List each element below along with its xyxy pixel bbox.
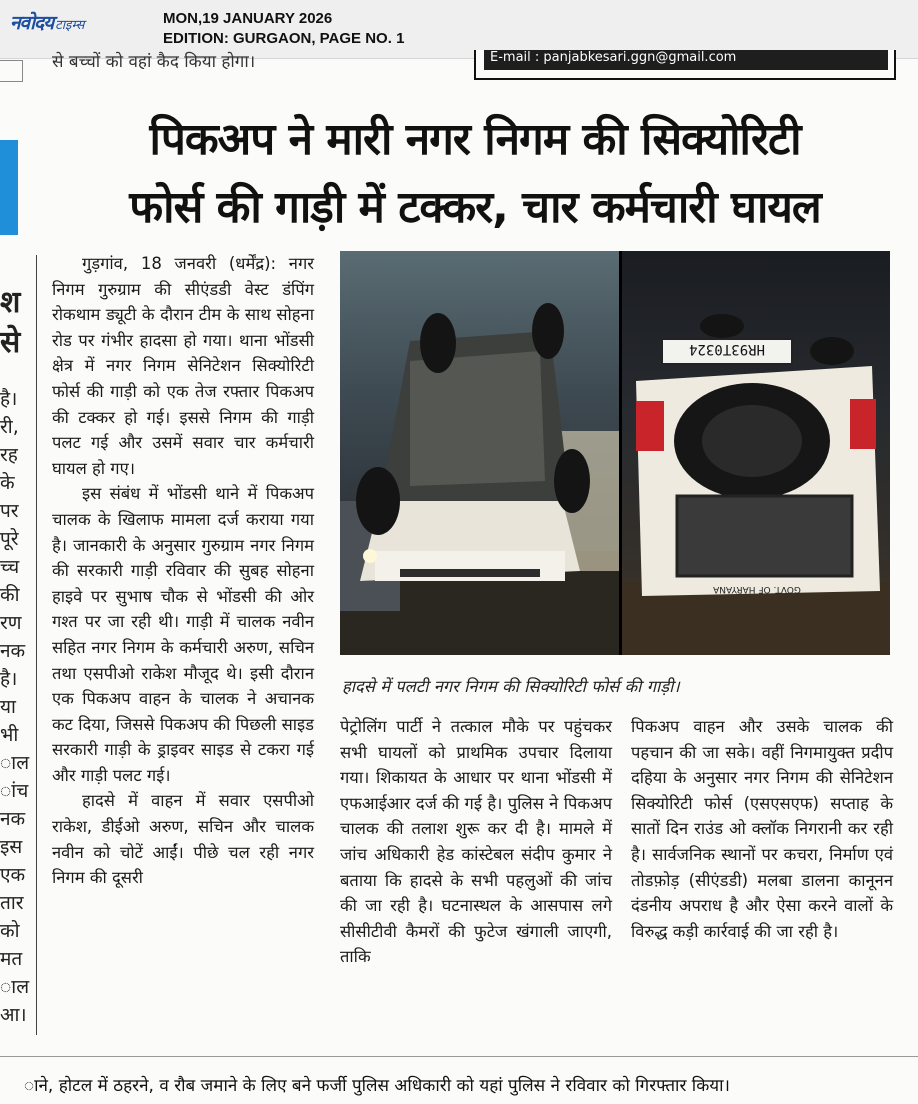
adjacent-heading-line: से: [0, 325, 21, 360]
adjacent-text-line: रह: [0, 444, 18, 466]
adjacent-text-line: एक: [0, 864, 26, 886]
edition-info: [163, 9, 404, 49]
article-paragraph: हादसे में वाहन में सवार एसपीओ राकेश, डीईओ अरुण, सचिन और चालक नवीन को चोटें आईं। पीछे चल रही नगर निगम की दूसरी: [52, 791, 314, 888]
accident-photo[interactable]: [340, 251, 890, 655]
adjacent-text-line: नक: [0, 808, 26, 830]
adjacent-text-line: भी: [0, 724, 19, 746]
headline-line-2: फोर्स की गाड़ी में टक्कर, चार कर्मचारी घायल: [129, 182, 821, 233]
adjacent-text-line: की: [0, 584, 20, 606]
headline-line-1: पिकअप ने मारी नगर निगम की सिक्योरिटी: [149, 114, 801, 165]
article-paragraph: पेट्रोलिंग पार्टी ने तत्काल मौके पर पहुंचकर सभी घायलों को प्राथमिक उपचार दिलाया गया। शिकायत के आधार पर थाना भोंडसी में एफआईआर दर्ज की गई है। पुलिस ने पिकअप चालक की तलाश शुरू कर दी है। मामले में जांच अधिकारी हेड कांस्टेबल संदीप कुमार ने बताया कि हादसे के सभी पहलुओं की जांच की जा रही है। घटनास्थल के आसपास लगे सीसीटीवी कैमरों की फुटेज खंगाली जाएगी, ताकि: [340, 717, 612, 967]
adjacent-heading-line: श: [0, 285, 21, 320]
contact-email: E-mail : panjabkesari.ggn@gmail.com: [484, 50, 888, 70]
previous-article-cut-text: से बच्चों को वहां कैद किया होगा।: [52, 52, 256, 69]
page-section-divider: [0, 1056, 918, 1057]
adjacent-text-line: रण: [0, 612, 22, 634]
adjacent-text-line: आ।: [0, 1004, 27, 1026]
contact-box: [474, 50, 896, 80]
adjacent-text-line: ाल: [0, 752, 30, 774]
article-column-1: [52, 251, 314, 891]
adjacent-text-line: के: [0, 472, 15, 494]
article-paragraph: पिकअप वाहन और उसके चालक की पहचान की जा सके। वहीं निगमायुक्त प्रदीप दहिया के अनुसार नगर निगम की सेनिटेशन सिक्योरिटी फोर्स (एसएसएफ) सप्ताह के सातों दिन राउंड ओ क्लॉक निगरानी कर रही है। सार्वजनिक स्थानों पर कचरा, निर्माण एवं तोडफ़ोड़ (सीएंडडी) मलबा डालना कानूनन दंडनीय अपराध है और ऐसा करने वालों के विरुद्ध कड़ी कार्रवाई की जा रही है।: [631, 717, 893, 941]
newspaper-logo[interactable]: नवोदय टाइम्स: [10, 12, 85, 34]
article-column-3: [631, 714, 893, 944]
adjacent-text-line: है।: [0, 388, 18, 410]
photo-caption: हादसे में पलटी नगर निगम की सिक्योरिटी फोर्स की गाड़ी।: [342, 677, 680, 696]
adjacent-text-line: ाल: [0, 976, 30, 998]
overturned-vehicle-photo-left: [340, 251, 619, 655]
adjacent-text-line: नक: [0, 640, 26, 662]
article-paragraph: गुड़गांव, 18 जनवरी (धर्मेंद्र): नगर निगम गुरुग्राम की सीएंडडी वेस्ट डंपिंग रोकथाम ड्यूटी के दौरान टीम के साथ सोहना रोड पर गंभीर हादसा हो गया। थाना भोंडसी क्षेत्र में नगर निगम सेनिटेशन सिक्योरिटी फोर्स की गाड़ी को एक तेज रफ्तार पिकअप की टक्कर हो गई। इससे निगम की गाड़ी पलट गई और उसमें सवार चार कर्मचारी घायल हो गए।: [52, 254, 314, 478]
article-paragraph: इस संबंध में भोंडसी थाने में पिकअप चालक के खिलाफ मामला दर्ज कराया गया है। जानकारी के अनुसार गुरुग्राम नगर निगम की सरकारी गाड़ी रविवार की सुबह सोहना हाइवे पर सुभाष चौक से भोंडसी की ओर गश्त पर जा रही थी। गाड़ी में चालक नवीन सहित नगर निगम के कर्मचारी अरुण, सचिन तथा एसपीओ राकेश मौजूद थे। इसी दौरान एक पिकअप वाहन के चालक ने अचानक कट दिया, जिससे पिकअप की पिछली साइड सरकारी गाड़ी के ड्राइवर साइड से टकरा गई और गाड़ी पलट गई।: [52, 484, 314, 785]
adjacent-article-column: [0, 283, 32, 1029]
adjacent-text-line: री,: [0, 416, 19, 438]
adjacent-text-line: पर: [0, 500, 19, 522]
edition-date: MON,19 JANUARY 2026: [163, 10, 333, 27]
edition-page: EDITION: GURGAON, PAGE NO. 1: [163, 30, 405, 47]
adjacent-text-line: पूरे: [0, 528, 19, 550]
article-column-2: [340, 714, 612, 970]
adjacent-text-line: या: [0, 696, 16, 718]
vehicle-rear-illustration: [622, 251, 890, 655]
adjacent-text-line: ांच: [0, 780, 29, 802]
next-article-cut-text: ाने, होटल में ठहरने, व रौब जमाने के लिए बने फर्जी पुलिस अधिकारी को यहां पुलिस ने रविवार को गिरफ्तार किया।: [24, 1076, 730, 1096]
adjacent-text-line: है।: [0, 668, 18, 690]
adjacent-text-line: इस: [0, 836, 23, 858]
adjacent-text-line: को: [0, 920, 20, 942]
adjacent-text-line: मत: [0, 948, 23, 970]
left-edge-box: [0, 60, 23, 82]
adjacent-text-line: च्च: [0, 556, 20, 578]
column-divider: [36, 255, 37, 1035]
number-plate-text: HR93T0324: [689, 341, 765, 357]
adjacent-text-line: तार: [0, 892, 24, 914]
overturned-vehicle-photo-right: [622, 251, 890, 655]
vehicle-marking-text: GOVT. OF HARYANA: [713, 584, 801, 594]
overturned-vehicle-illustration: [340, 251, 619, 655]
article-headline[interactable]: [40, 106, 910, 242]
adjacent-article-color-bar: [0, 140, 18, 235]
